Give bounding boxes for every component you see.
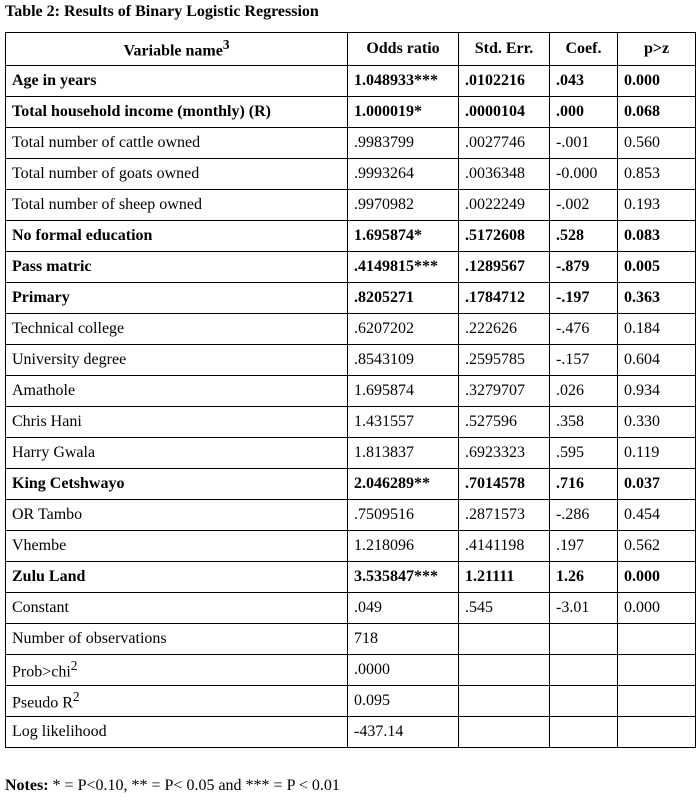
header-odds-ratio: Odds ratio — [348, 33, 459, 66]
p-value-cell — [618, 283, 696, 314]
coef-cell — [550, 407, 618, 438]
cell-text: Harry Gwala — [12, 444, 96, 461]
cell-text: 0.363 — [624, 289, 660, 306]
cell-text: 0.184 — [624, 320, 660, 337]
table-row — [6, 593, 696, 624]
superscript: 2 — [70, 658, 78, 674]
p-value-cell — [618, 128, 696, 159]
cell-text: .9983799 — [354, 134, 414, 151]
cell-text: Primary — [12, 289, 70, 306]
cell-text: 1.695874 — [354, 382, 414, 399]
odds-ratio-cell — [348, 221, 459, 252]
cell-text: 1.431557 — [354, 413, 414, 430]
cell-text: No formal education — [12, 227, 153, 244]
std-err-cell — [459, 97, 550, 128]
cell-text: Total number of cattle owned — [12, 134, 201, 151]
cell-text: OR Tambo — [12, 506, 83, 523]
p-value-cell — [618, 686, 696, 717]
coef-cell — [550, 438, 618, 469]
coef-cell — [550, 283, 618, 314]
cell-text: Total number of goats owned — [12, 165, 200, 182]
table-row — [6, 159, 696, 190]
cell-text: Pass matric — [12, 258, 92, 275]
std-err-cell — [459, 593, 550, 624]
cell-text: 2.046289** — [354, 475, 430, 492]
table-header-row — [6, 33, 696, 66]
notes-label: Notes: — [5, 777, 49, 794]
coef-cell — [550, 66, 618, 97]
cell-text: .0036348 — [465, 165, 525, 182]
std-err-cell — [459, 221, 550, 252]
cell-text: Constant — [12, 599, 69, 616]
table-row — [6, 624, 696, 655]
cell-text: .8543109 — [354, 351, 414, 368]
cell-text: 0.005 — [624, 258, 660, 275]
coef-cell — [550, 221, 618, 252]
cell-text: .9970982 — [354, 196, 414, 213]
cell-text: 0.562 — [624, 537, 660, 554]
cell-text: .049 — [354, 599, 382, 616]
cell-text: Vhembe — [12, 537, 67, 554]
std-err-cell — [459, 283, 550, 314]
p-value-cell — [618, 345, 696, 376]
cell-text: .595 — [556, 444, 584, 461]
cell-text: 1.218096 — [354, 537, 414, 554]
variable-name-cell — [6, 686, 348, 717]
table-row — [6, 376, 696, 407]
p-value-cell — [618, 438, 696, 469]
table-row — [6, 252, 696, 283]
cell-text: Technical college — [12, 320, 125, 337]
cell-text: 0.000 — [624, 599, 660, 616]
cell-text: -.286 — [556, 506, 590, 523]
cell-text: .3279707 — [465, 382, 525, 399]
coef-cell — [550, 531, 618, 562]
header-coef: Coef. — [550, 33, 618, 66]
p-value-cell — [618, 624, 696, 655]
cell-text: .000 — [556, 103, 584, 120]
coef-cell — [550, 314, 618, 345]
odds-ratio-cell — [348, 190, 459, 221]
p-value-cell — [618, 593, 696, 624]
superscript: 2 — [72, 689, 80, 705]
table-row — [6, 531, 696, 562]
p-value-cell — [618, 314, 696, 345]
table-row — [6, 190, 696, 221]
std-err-cell — [459, 624, 550, 655]
cell-text: 0.068 — [624, 103, 660, 120]
variable-name-cell — [6, 717, 348, 748]
cell-text: 0.560 — [624, 134, 660, 151]
cell-text: .0027746 — [465, 134, 525, 151]
p-value-cell — [618, 562, 696, 593]
cell-text: .222626 — [465, 320, 517, 337]
header-variable-name — [6, 33, 348, 66]
cell-text: 0.037 — [624, 475, 660, 492]
std-err-cell — [459, 469, 550, 500]
variable-name-cell — [6, 593, 348, 624]
variable-name-cell — [6, 562, 348, 593]
coef-cell — [550, 624, 618, 655]
table-row — [6, 500, 696, 531]
table-row — [6, 717, 696, 748]
std-err-cell — [459, 686, 550, 717]
cell-text: 0.095 — [354, 692, 390, 709]
cell-text: 1.26 — [556, 568, 584, 585]
cell-text: .2871573 — [465, 506, 525, 523]
cell-text: 1.000019* — [354, 103, 422, 120]
coef-cell — [550, 469, 618, 500]
std-err-cell — [459, 407, 550, 438]
table-row — [6, 562, 696, 593]
cell-text: 1.21111 — [465, 568, 515, 585]
table-row — [6, 469, 696, 500]
cell-text: .4141198 — [465, 537, 525, 554]
cell-text: Zulu Land — [12, 568, 86, 585]
odds-ratio-cell — [348, 252, 459, 283]
odds-ratio-cell — [348, 283, 459, 314]
header-p-value: p>z — [618, 33, 696, 66]
coef-cell — [550, 717, 618, 748]
variable-name-cell — [6, 221, 348, 252]
p-value-cell — [618, 531, 696, 562]
cell-text: Amathole — [12, 382, 76, 399]
table-notes — [5, 777, 340, 795]
table-row — [6, 407, 696, 438]
coef-cell — [550, 686, 618, 717]
variable-name-cell — [6, 469, 348, 500]
cell-text: Log likelihood — [12, 723, 107, 740]
odds-ratio-cell — [348, 438, 459, 469]
table-title: Table 2: Results of Binary Logistic Regression — [5, 3, 319, 20]
cell-text: Pseudo R — [12, 694, 73, 712]
variable-name-cell — [6, 624, 348, 655]
p-value-cell — [618, 66, 696, 97]
table-row — [6, 283, 696, 314]
std-err-cell — [459, 717, 550, 748]
table-row — [6, 438, 696, 469]
cell-text: Age in years — [12, 72, 97, 89]
odds-ratio-cell — [348, 66, 459, 97]
cell-text: .1289567 — [465, 258, 525, 275]
odds-ratio-cell — [348, 345, 459, 376]
variable-name-cell — [6, 159, 348, 190]
cell-text: .5172608 — [465, 227, 525, 244]
std-err-cell — [459, 190, 550, 221]
odds-ratio-cell — [348, 407, 459, 438]
cell-text: 1.695874* — [354, 227, 422, 244]
variable-name-cell — [6, 314, 348, 345]
variable-name-cell — [6, 283, 348, 314]
cell-text: Total household income (monthly) (R) — [12, 103, 271, 120]
table-row — [6, 314, 696, 345]
p-value-cell — [618, 221, 696, 252]
std-err-cell — [459, 531, 550, 562]
odds-ratio-cell — [348, 469, 459, 500]
p-value-cell — [618, 97, 696, 128]
cell-text: .043 — [556, 72, 584, 89]
cell-text: King Cetshwayo — [12, 475, 125, 492]
variable-name-cell — [6, 190, 348, 221]
cell-text: .545 — [465, 599, 493, 616]
table-row — [6, 97, 696, 128]
cell-text: 0.853 — [624, 165, 660, 182]
cell-text: 0.000 — [624, 568, 660, 585]
std-err-cell — [459, 655, 550, 686]
cell-text: 1.813837 — [354, 444, 414, 461]
odds-ratio-cell — [348, 562, 459, 593]
coef-cell — [550, 376, 618, 407]
cell-text: -437.14 — [354, 723, 404, 740]
p-value-cell — [618, 407, 696, 438]
cell-text: .026 — [556, 382, 584, 399]
table-row — [6, 128, 696, 159]
header-std-err: Std. Err. — [459, 33, 550, 66]
std-err-cell — [459, 376, 550, 407]
variable-name-cell — [6, 438, 348, 469]
p-value-cell — [618, 376, 696, 407]
p-value-cell — [618, 655, 696, 686]
variable-name-cell — [6, 345, 348, 376]
cell-text: .8205271 — [354, 289, 414, 306]
coef-cell — [550, 345, 618, 376]
table-row — [6, 221, 696, 252]
cell-text: .527596 — [465, 413, 517, 430]
cell-text: .2595785 — [465, 351, 525, 368]
coef-cell — [550, 252, 618, 283]
std-err-cell — [459, 159, 550, 190]
coef-cell — [550, 190, 618, 221]
cell-text: -.197 — [556, 289, 590, 306]
odds-ratio-cell — [348, 531, 459, 562]
std-err-cell — [459, 500, 550, 531]
variable-name-cell — [6, 376, 348, 407]
table-row — [6, 686, 696, 717]
coef-cell — [550, 97, 618, 128]
odds-ratio-cell — [348, 624, 459, 655]
std-err-cell — [459, 66, 550, 97]
odds-ratio-cell — [348, 655, 459, 686]
variable-name-cell — [6, 500, 348, 531]
variable-name-cell — [6, 531, 348, 562]
odds-ratio-cell — [348, 159, 459, 190]
p-value-cell — [618, 717, 696, 748]
variable-name-cell — [6, 252, 348, 283]
std-err-cell — [459, 345, 550, 376]
coef-cell — [550, 562, 618, 593]
cell-text: Prob>chi — [12, 663, 71, 681]
cell-text: University degree — [12, 351, 127, 368]
cell-text: .7014578 — [465, 475, 525, 492]
variable-name-cell — [6, 128, 348, 159]
variable-name-cell — [6, 66, 348, 97]
odds-ratio-cell — [348, 593, 459, 624]
cell-text: .0000 — [354, 661, 390, 678]
std-err-cell — [459, 562, 550, 593]
coef-cell — [550, 128, 618, 159]
p-value-cell — [618, 159, 696, 190]
cell-text: 0.000 — [624, 72, 660, 89]
regression-table — [5, 32, 696, 748]
odds-ratio-cell — [348, 376, 459, 407]
cell-text: .716 — [556, 475, 584, 492]
cell-text: 0.330 — [624, 413, 660, 430]
variable-name-cell — [6, 655, 348, 686]
p-value-cell — [618, 469, 696, 500]
cell-text: 0.934 — [624, 382, 660, 399]
cell-text: Chris Hani — [12, 413, 82, 430]
cell-text: .4149815*** — [354, 258, 438, 275]
cell-text: 718 — [354, 630, 378, 647]
cell-text: .6207202 — [354, 320, 414, 337]
cell-text: 1.048933*** — [354, 72, 438, 89]
cell-text: -.476 — [556, 320, 590, 337]
p-value-cell — [618, 190, 696, 221]
cell-text: .0000104 — [465, 103, 525, 120]
cell-text: 0.119 — [624, 444, 660, 461]
cell-text: Number of observations — [12, 630, 167, 647]
odds-ratio-cell — [348, 314, 459, 345]
odds-ratio-cell — [348, 128, 459, 159]
odds-ratio-cell — [348, 686, 459, 717]
cell-text: -.002 — [556, 196, 590, 213]
coef-cell — [550, 655, 618, 686]
table-row — [6, 655, 696, 686]
cell-text: .1784712 — [465, 289, 525, 306]
cell-text: .528 — [556, 227, 584, 244]
coef-cell — [550, 500, 618, 531]
cell-text: .7509516 — [354, 506, 414, 523]
odds-ratio-cell — [348, 97, 459, 128]
p-value-cell — [618, 252, 696, 283]
cell-text: .358 — [556, 413, 584, 430]
cell-text: 0.454 — [624, 506, 660, 523]
std-err-cell — [459, 314, 550, 345]
cell-text: 3.535847*** — [354, 568, 438, 585]
std-err-cell — [459, 128, 550, 159]
cell-text: Total number of sheep owned — [12, 196, 202, 213]
header-label: Variable name — [123, 42, 223, 60]
table-row — [6, 345, 696, 376]
notes-text: * = P<0.10, ** = P< 0.05 and *** = P < 0.01 — [48, 777, 340, 794]
coef-cell — [550, 593, 618, 624]
p-value-cell — [618, 500, 696, 531]
variable-name-cell — [6, 407, 348, 438]
cell-text: .197 — [556, 537, 584, 554]
cell-text: -.879 — [556, 258, 590, 275]
cell-text: 0.604 — [624, 351, 660, 368]
std-err-cell — [459, 438, 550, 469]
cell-text: .6923323 — [465, 444, 525, 461]
coef-cell — [550, 159, 618, 190]
cell-text: 0.083 — [624, 227, 660, 244]
cell-text: .9993264 — [354, 165, 414, 182]
std-err-cell — [459, 252, 550, 283]
cell-text: -.001 — [556, 134, 590, 151]
cell-text: -3.01 — [556, 599, 590, 616]
cell-text: .0022249 — [465, 196, 525, 213]
variable-name-cell — [6, 97, 348, 128]
cell-text: -0.000 — [556, 165, 598, 182]
cell-text: .0102216 — [465, 72, 525, 89]
header-superscript: 3 — [222, 37, 230, 53]
cell-text: -.157 — [556, 351, 590, 368]
odds-ratio-cell — [348, 500, 459, 531]
cell-text: 0.193 — [624, 196, 660, 213]
odds-ratio-cell — [348, 717, 459, 748]
table-row — [6, 66, 696, 97]
